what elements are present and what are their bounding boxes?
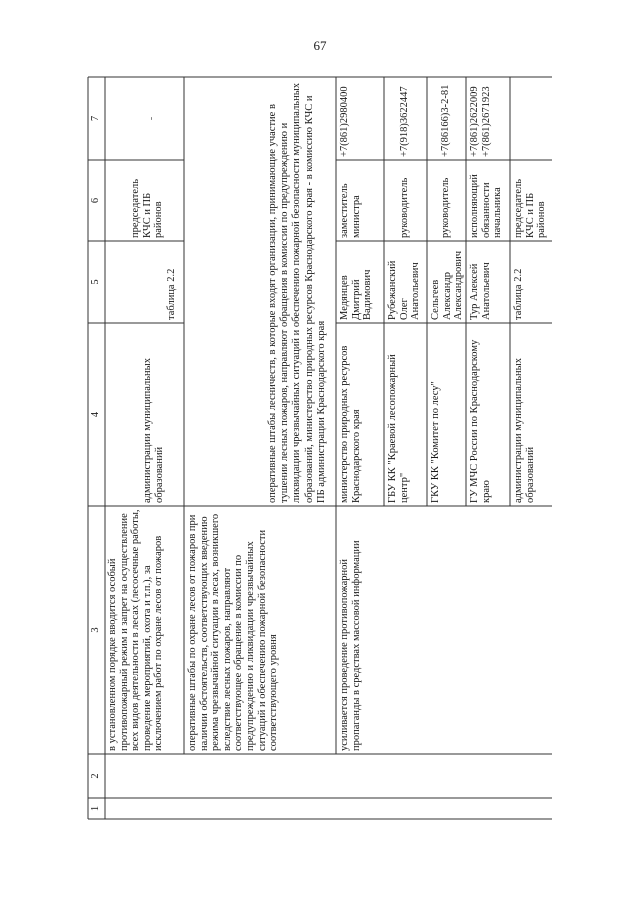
- header-col-1: 1: [90, 805, 101, 812]
- subrow2-person: Рубежанский Олег Анатольевич: [387, 260, 422, 320]
- subrow3-phone: +7(86166)3-2-81: [440, 84, 451, 157]
- header-col-5: 5: [90, 279, 101, 285]
- subrow5-phone: [511, 77, 552, 160]
- row1-phone: -: [146, 116, 157, 121]
- header-col-6: 6: [90, 197, 101, 204]
- subrow4-phone: +7(861)2622009 +7(861)2671923: [469, 86, 492, 157]
- subrow3-person: Сельгеев Александр Александрович: [430, 250, 465, 320]
- row2-merged-note: оперативные штабы лесничеств, в которые входят организации, принимающие участие в тушении лесных пожаров, направляют обращения в комиссии по предупреждению и ликвидации чрезвычайных ситуаций и обеспечению пожарной безопасности муниципальных образований, министерство природных ресурсов Краснодарского края - в комиссию КЧС и ПБ администрации Краснодарского края: [267, 82, 327, 503]
- row1-position: председатель КЧС и ПБ районов: [130, 178, 165, 238]
- subrow2-org: ГБУ КК "Краевой лесопожарный центр": [387, 354, 410, 503]
- header-col-3: 3: [90, 627, 101, 633]
- subrow1-position: заместитель министра: [339, 183, 362, 238]
- subrow4-org: ГУ МЧС России по Краснодарскому краю: [469, 339, 492, 503]
- header-col-4: 4: [90, 411, 101, 418]
- header-col-2: 2: [90, 773, 101, 779]
- subrow4-person: Тур Алексей Анатольевич: [469, 262, 492, 320]
- subrow2-position: руководитель: [399, 177, 410, 238]
- header-col-7: 7: [90, 115, 101, 122]
- subrow3-org: ГКУ КК "Комитет по лесу": [430, 381, 441, 503]
- subrow1-phone: +7(861)2980400: [339, 86, 350, 157]
- subrow3-position: руководитель: [440, 177, 451, 238]
- row3-action: усиливается проведение противопожарной пропаганды в средствах массовой информации: [339, 540, 362, 751]
- row1-organization: администрации муниципальных образований: [142, 358, 165, 503]
- subrow1-org: министерство природных ресурсов Краснодарского края: [339, 345, 362, 503]
- subrow5-position: председатель КЧС и ПБ районов: [513, 178, 548, 238]
- subrow2-phone: +7(918)3622447: [399, 86, 410, 157]
- subrow5-org: администрации муниципальных образований: [513, 358, 536, 503]
- rotated-table: [88, 77, 552, 819]
- row2-action: оперативные штабы по охране лесов от пожаров при наличии обстоятельств, соответствующих введению режима чрезвычайной ситуации в лесах, возникшего вследствие лесных пожаров, направляют соответствующее обращение в комиссии по предупреждению и ликвидации чрезвычайных ситуаций и обеспечению пожарной безопасности соответствующего уровня: [187, 513, 280, 751]
- subrow5-person: таблица 2.2: [513, 268, 524, 320]
- subrow4-position: исполняющий обязанности начальника: [469, 174, 504, 238]
- page-number: 67: [313, 38, 327, 53]
- row1-action: в установленном порядке вводится особый противопожарный режим и запрет на осуществление всех видов деятельности в лесах (лесосечные работы, проведение мероприятий, охота и т.п.), за исключением работ по охране лесов от пожаров: [107, 509, 165, 751]
- subrow1-person: Медянцев Дмитрий Вадимович: [339, 269, 374, 320]
- row1-person: таблица 2.2: [166, 268, 177, 320]
